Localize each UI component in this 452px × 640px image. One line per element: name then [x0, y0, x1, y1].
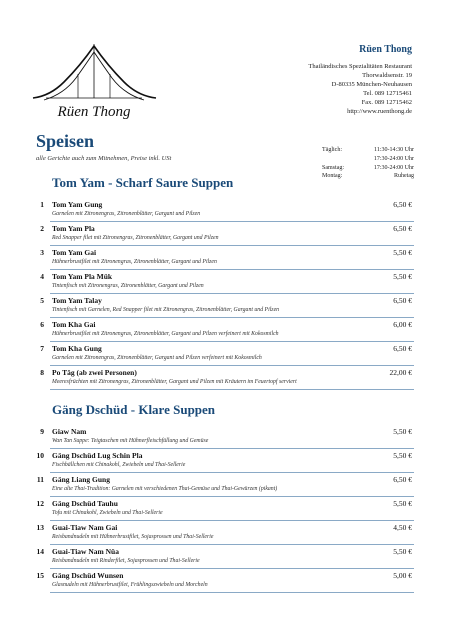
item-number: 4: [40, 272, 44, 281]
item-name: Tom Yam Gung: [52, 200, 103, 209]
item-number: 14: [36, 547, 44, 556]
hours-time: Ruhetag: [394, 173, 414, 180]
item-name: Guai-Tiaw Nam Nüa: [52, 547, 119, 556]
item-price: 5,50 €: [393, 499, 412, 508]
item-description: Fischbällchen mit Chinakohl, Zwiebeln und Thai-Sellerie: [52, 462, 186, 468]
restaurant-phone: Tel. 089 12715461: [363, 90, 412, 98]
restaurant-name: Rüen Thong: [359, 44, 412, 55]
section-title: Tom Yam - Scharf Saure Suppen: [52, 175, 234, 190]
item-description: Hühnerbrustfilet mit Zitronengras, Zitronenblätter, Gargant und Pilzen verfeinert mit Kokosmilch: [52, 331, 279, 337]
restaurant-website-link[interactable]: http://www.ruenthong.de: [347, 108, 412, 116]
item-price: 6,50 €: [393, 224, 412, 233]
item-name: Tom Yam Pla Mük: [52, 272, 113, 281]
item-number: 6: [40, 320, 44, 329]
hours-time: 17:30-24:00 Uhr: [373, 164, 414, 171]
hours-row: [322, 155, 414, 164]
item-name: Tom Yam Pla: [52, 224, 95, 233]
menu-list: [0, 199, 452, 391]
menu-item: [0, 247, 452, 271]
item-name: Gäng Liang Gung: [52, 475, 110, 484]
item-description: Garnelen mit Zitronengras, Zitronenblätter, Gargant und Pilzen: [52, 211, 201, 217]
item-description: Hühnerbrustfilet mit Zitronengras, Zitronenblätter, Gargant und Pilzen: [52, 259, 217, 265]
item-divider: [50, 221, 414, 222]
item-description: Wan Tan Suppe: Teigtaschen mit Hühnerfleischfüllung und Gemüse: [52, 438, 209, 444]
item-description: Garnelen mit Zitronengras, Zitronenblätter, Gargant und Pilzen verfeinert mit Kokosmilch: [52, 355, 262, 361]
menu-item: [0, 474, 452, 498]
item-description: Tofu mit Chinakohl, Zwiebeln und Thai-Sellerie: [52, 510, 163, 516]
restaurant-tagline: Thailändisches Spezialitäten Restaurant: [308, 63, 412, 70]
item-name: Tom Yam Gai: [52, 248, 97, 257]
menu-item: [0, 199, 452, 223]
ruen-thong-logo: [28, 36, 178, 126]
item-divider: [50, 269, 414, 270]
item-divider: [50, 520, 414, 521]
item-divider: [50, 317, 414, 318]
item-number: 13: [36, 523, 44, 532]
item-number: 1: [40, 200, 44, 209]
page-subtitle: alle Gerichte auch zum Mitnehmen, Preise inkl. USt: [36, 155, 172, 162]
menu-section-klare-suppen: [0, 401, 452, 594]
hours-row: [322, 164, 414, 173]
item-divider: [50, 293, 414, 294]
hours-day: Samstag:: [322, 164, 344, 171]
item-number: 7: [40, 344, 44, 353]
menu-item: [0, 450, 452, 474]
item-name: Giaw Nam: [52, 427, 87, 436]
menu-item: [0, 223, 452, 247]
item-price: 6,00 €: [393, 320, 412, 329]
item-divider: [50, 448, 414, 449]
item-name: Gäng Dschüd Lug Schin Pla: [52, 451, 143, 460]
item-price: 5,50 €: [393, 451, 412, 460]
item-divider: [50, 568, 414, 569]
item-description: Meeresfrüchten mit Zitronengras, Zitronenblätter, Gargant und Pilzen mit Kräutern im Feuertopf serviert: [52, 379, 297, 385]
item-name: Tom Kha Gung: [52, 344, 102, 353]
item-name: Tom Kha Gai: [52, 320, 96, 329]
item-name: Guai-Tiaw Nam Gai: [52, 523, 118, 532]
menu-item: [0, 570, 452, 594]
item-description: Glasnudeln mit Hühnerbrustfilet, Frühlingszwiebeln und Morcheln: [52, 582, 208, 588]
menu-item: [0, 498, 452, 522]
menu-item: [0, 295, 452, 319]
contact-block: [212, 44, 412, 117]
item-divider: [50, 544, 414, 545]
item-price: 6,50 €: [393, 344, 412, 353]
restaurant-city: D-80335 München-Neuhausen: [331, 81, 412, 89]
item-divider: [50, 592, 414, 593]
page-title: Speisen: [36, 131, 95, 151]
item-number: 12: [36, 499, 44, 508]
restaurant-street: Thorwaldsenstr. 19: [362, 72, 412, 80]
hours-row: [322, 146, 414, 155]
menu-item: [0, 522, 452, 546]
item-description: Reisbandnudeln mit Rinderfilet, Sojasprossen und Thai-Sellerie: [52, 558, 200, 564]
item-price: 5,50 €: [393, 547, 412, 556]
item-number: 11: [36, 475, 44, 484]
item-name: Gäng Dschüd Tauhu: [52, 499, 118, 508]
item-name: Tom Yam Talay: [52, 296, 102, 305]
item-name: Po Täg (ab zwei Personen): [52, 368, 137, 377]
item-description: Reisbandnudeln mit Hühnerbrustfilet, Sojasprossen und Thai-Sellerie: [52, 534, 214, 540]
item-divider: [50, 472, 414, 473]
item-number: 15: [36, 571, 44, 580]
item-description: Tintenfisch mit Zitronengras, Zitronenblätter, Gargant und Pilzen: [52, 283, 204, 289]
menu-item: [0, 319, 452, 343]
item-price: 5,00 €: [393, 571, 412, 580]
item-description: Eine alte Thai-Tradition: Garnelen mit verschiedenen Thai-Gemüse und Thai-Gewürzen (pikant): [52, 486, 278, 492]
menu-section-tom-yam: [0, 174, 452, 391]
menu-item: [0, 367, 452, 391]
item-number: 10: [36, 451, 44, 460]
item-number: 8: [40, 368, 44, 377]
item-divider: [50, 245, 414, 246]
item-price: 5,50 €: [393, 427, 412, 436]
section-title: Gäng Dschüd - Klare Suppen: [52, 402, 216, 417]
menu-item: [0, 546, 452, 570]
item-name: Gäng Dschüd Wunsen: [52, 571, 124, 580]
item-number: 3: [40, 248, 44, 257]
item-divider: [50, 389, 414, 390]
menu-list: [0, 426, 452, 594]
restaurant-fax: Fax. 089 12715462: [361, 99, 412, 107]
hours-time: 17:30-24:00 Uhr: [373, 155, 414, 162]
item-price: 22,00 €: [389, 368, 412, 377]
hours-time: 11:30-14:30 Uhr: [374, 147, 414, 153]
item-divider: [50, 341, 414, 342]
item-price: 4,50 €: [393, 523, 412, 532]
item-description: Tintenfisch mit Garnelen, Red Snapper filet mit Zitronengras, Zitronenblätter, Gargant und Pilzen: [52, 307, 280, 313]
item-number: 9: [40, 427, 44, 436]
item-number: 2: [40, 224, 44, 233]
menu-item: [0, 343, 452, 367]
item-price: 6,50 €: [393, 475, 412, 484]
item-price: 6,50 €: [393, 200, 412, 209]
item-divider: [50, 365, 414, 366]
item-divider: [50, 496, 414, 497]
item-description: Red Snapper filet mit Zitronengras, Zitronenblätter, Gargant und Pilzen: [52, 235, 219, 241]
menu-item: [0, 426, 452, 450]
hours-day: Täglich:: [322, 147, 342, 153]
menu-item: [0, 271, 452, 295]
item-price: 5,50 €: [393, 248, 412, 257]
item-price: 6,50 €: [393, 296, 412, 305]
item-price: 5,50 €: [393, 272, 412, 281]
hours-day: Montag:: [322, 173, 343, 180]
item-number: 5: [40, 296, 44, 305]
logo-text: Rüen Thong: [57, 104, 131, 120]
